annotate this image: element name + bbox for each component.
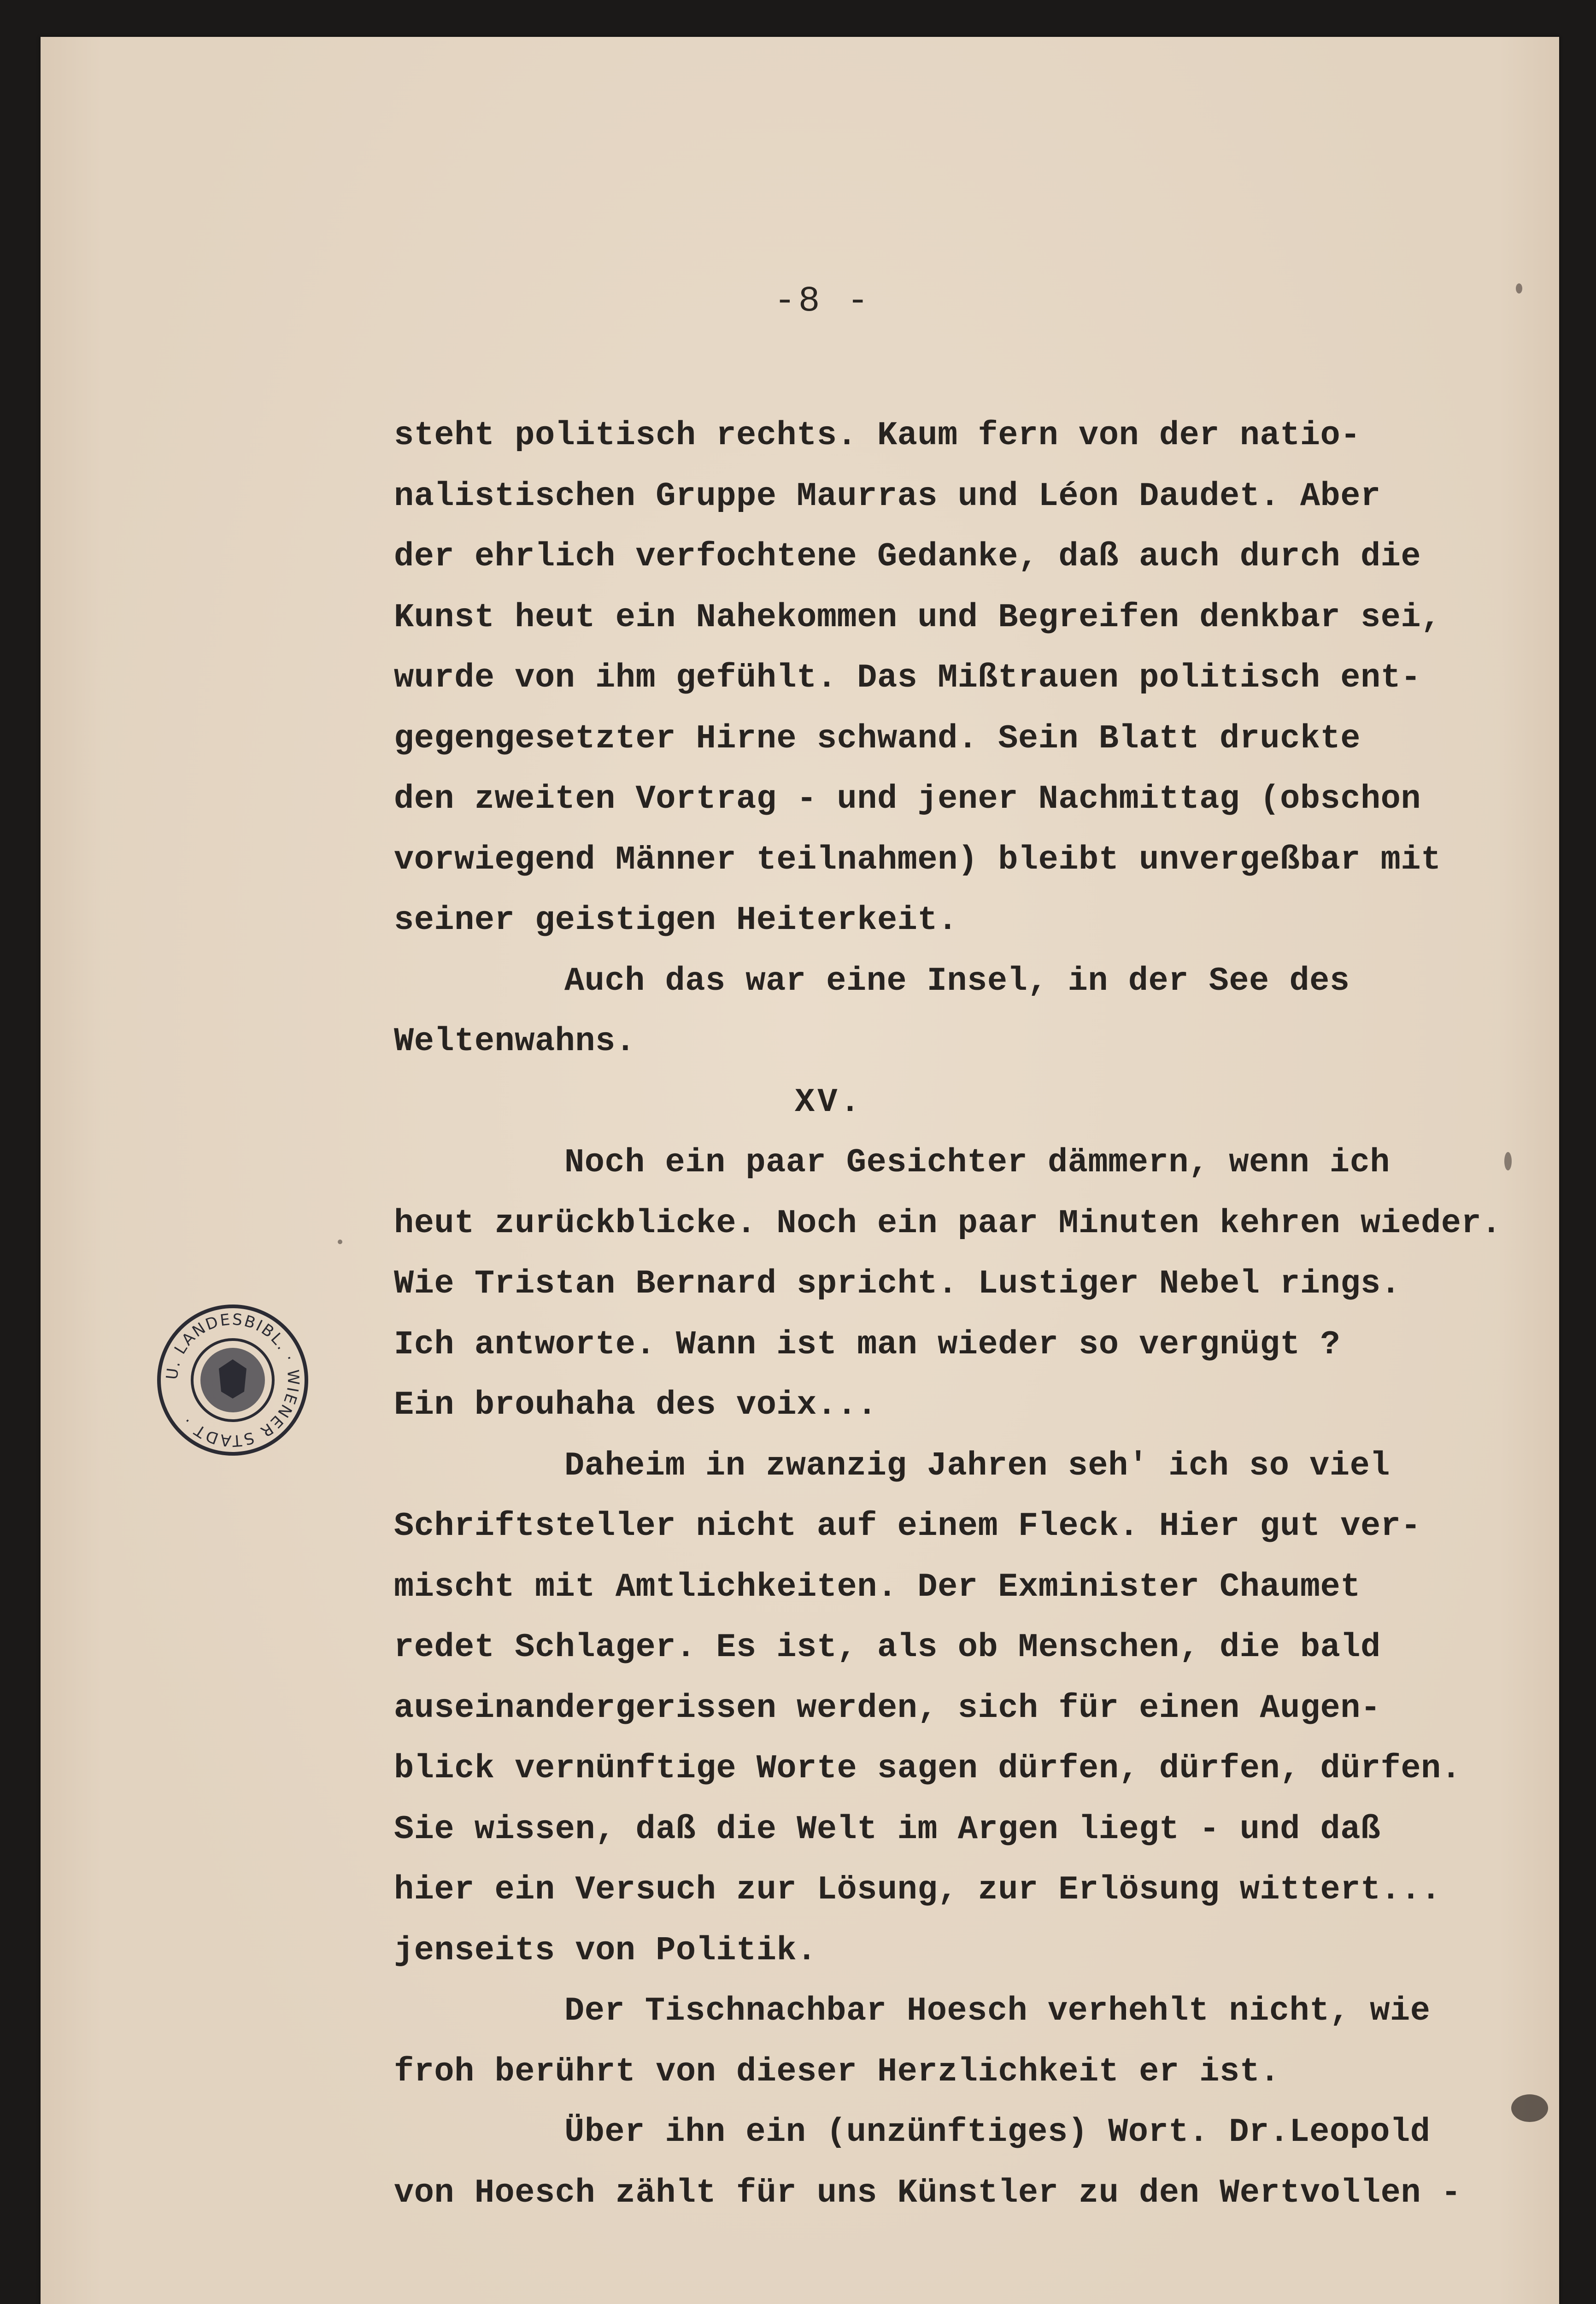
text-line: Der Tischnachbar Hoesch verhehlt nicht, wie — [564, 1992, 1431, 2030]
text-line: Ein brouhaha des voix... — [394, 1386, 877, 1424]
text-line: der ehrlich verfochtene Gedanke, daß auch durch die — [394, 538, 1421, 576]
text-line: Schriftsteller nicht auf einem Fleck. Hier gut ver- — [394, 1507, 1421, 1545]
page-number: -8 - — [774, 281, 872, 322]
text-line: Noch ein paar Gesichter dämmern, wenn ich — [564, 1144, 1390, 1181]
ink-spot — [1511, 2094, 1548, 2122]
ink-spot — [338, 1240, 342, 1244]
text-line: von Hoesch zählt für uns Künstler zu den Wertvollen - — [394, 2174, 1461, 2212]
text-line: Über ihn ein (unzünftiges) Wort. Dr.Leopold — [564, 2113, 1431, 2151]
text-line: Sie wissen, daß die Welt im Argen liegt - und daß — [394, 1810, 1381, 1848]
library-stamp-icon — [152, 1299, 313, 1461]
text-line: heut zurückblicke. Noch ein paar Minuten kehren wieder. — [394, 1204, 1502, 1242]
text-line: den zweiten Vortrag - und jener Nachmittag (obschon — [394, 780, 1421, 818]
text-line: mischt mit Amtlichkeiten. Der Exminister Chaumet — [394, 1568, 1361, 1606]
typewritten-text — [394, 406, 1555, 2223]
text-line: nalistischen Gruppe Maurras und Léon Daudet. Aber — [394, 477, 1381, 515]
text-line: redet Schlager. Es ist, als ob Menschen, die bald — [394, 1628, 1381, 1666]
text-line: wurde von ihm gefühlt. Das Mißtrauen politisch ent- — [394, 659, 1421, 697]
text-line: gegengesetzter Hirne schwand. Sein Blatt druckte — [394, 719, 1361, 758]
text-line: froh berührt von dieser Herzlichkeit er ist. — [394, 2052, 1280, 2091]
text-line: vorwiegend Männer teilnahmen) bleibt unvergeßbar mit — [394, 840, 1441, 879]
text-line: Auch das war eine Insel, in der See des — [564, 962, 1350, 1000]
svg-text:U. LANDESBIBL. · WIENER STADT: U. LANDESBIBL. · WIENER STADT · — [163, 1310, 303, 1450]
text-line: Kunst heut ein Nahekommen und Begreifen denkbar sei, — [394, 598, 1441, 636]
ink-spot — [1516, 283, 1522, 294]
text-line: Daheim in zwanzig Jahren seh' ich so viel — [564, 1446, 1390, 1485]
text-line: Weltenwahns. — [394, 1023, 636, 1060]
text-line: seiner geistigen Heiterkeit. — [394, 901, 958, 939]
text-line: jenseits von Politik. — [394, 1931, 817, 1969]
text-line: Ich antworte. Wann ist man wieder so vergnügt ? — [394, 1325, 1341, 1364]
ink-spot — [1504, 1152, 1512, 1170]
text-line: steht politisch rechts. Kaum fern von der natio- — [394, 417, 1361, 454]
text-line: blick vernünftige Worte sagen dürfen, dürfen, dürfen. — [394, 1750, 1461, 1787]
text-line: auseinandergerissen werden, sich für einen Augen- — [394, 1689, 1381, 1727]
text-line: hier ein Versuch zur Lösung, zur Erlösung wittert... — [394, 1871, 1441, 1909]
text-line: Wie Tristan Bernard spricht. Lustiger Nebel rings. — [394, 1265, 1401, 1303]
section-heading: XV. — [795, 1083, 863, 1121]
